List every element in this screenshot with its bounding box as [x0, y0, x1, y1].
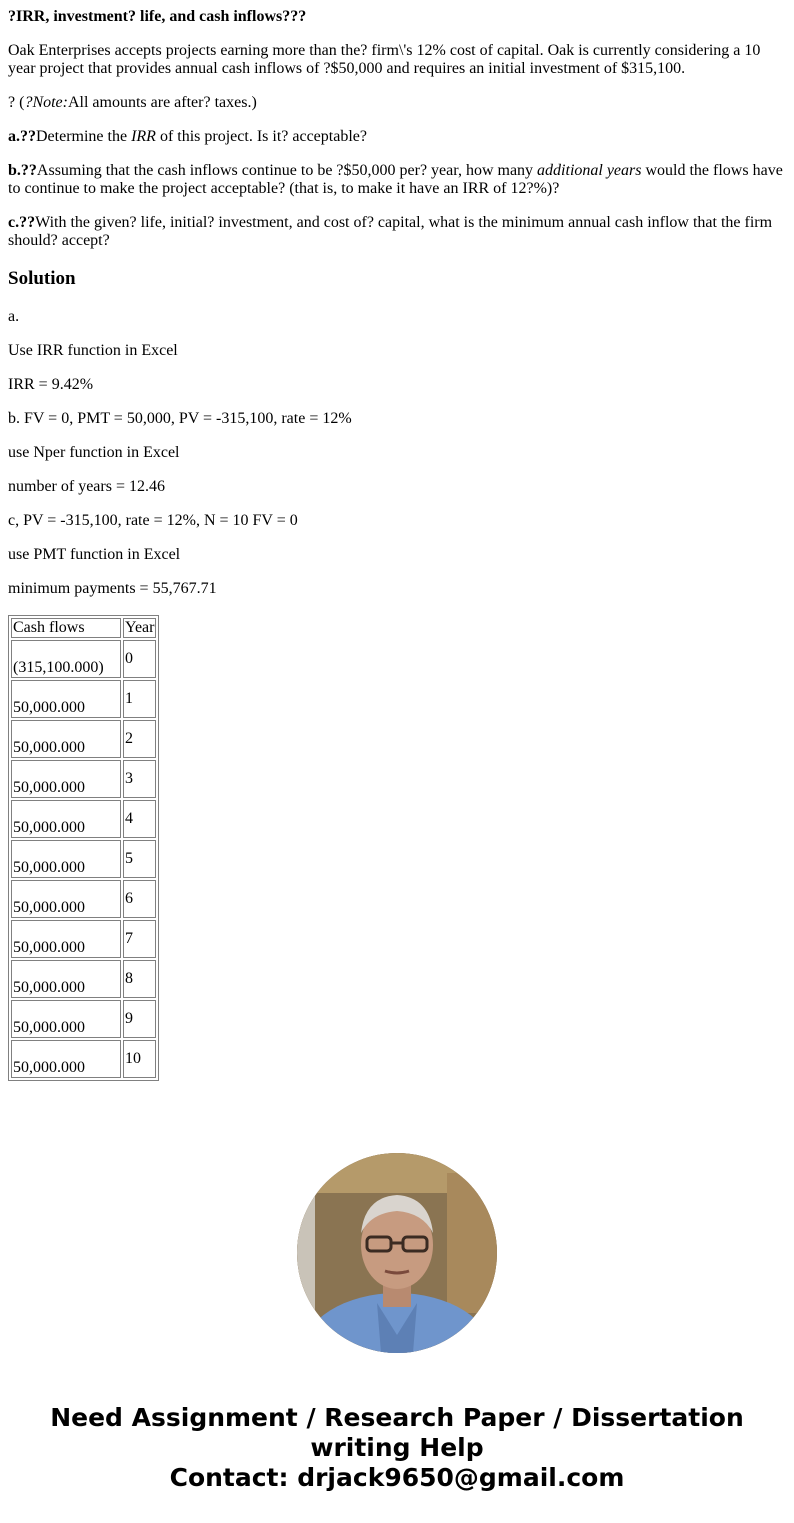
- footer-line-2: writing Help: [310, 1433, 484, 1462]
- cash-flow-table: [8, 615, 159, 1081]
- year-cell: 9: [123, 1000, 156, 1038]
- year-cell: 5: [123, 840, 156, 878]
- question-block: [8, 8, 788, 266]
- table-row: [11, 1040, 156, 1078]
- part-a-label: a.??: [8, 128, 36, 145]
- part-a-irr: IRR: [131, 128, 156, 145]
- table-row: [11, 880, 156, 918]
- year-cell: 6: [123, 880, 156, 918]
- year-cell: 8: [123, 960, 156, 998]
- year-cell: 0: [123, 640, 156, 678]
- part-b-emphasis: additional years: [537, 162, 642, 179]
- solution-heading: Solution: [8, 268, 76, 289]
- solution-line: b. FV = 0, PMT = 50,000, PV = -315,100, rate = 12%: [8, 410, 352, 427]
- solution-line: a.: [8, 308, 20, 325]
- part-b-text-2: would the flows have to continue to make the project acceptable? (that is, to make it have an IRR of 12?%)?: [8, 162, 783, 197]
- part-b-label: b.??: [8, 162, 37, 179]
- table-row: [11, 760, 156, 798]
- footer-line-3: Contact: drjack9650@gmail.com: [169, 1463, 625, 1492]
- solution-line: IRR = 9.42%: [8, 376, 94, 393]
- note-label: ?Note:: [24, 94, 68, 111]
- table-row: [11, 680, 156, 718]
- solution-line: c, PV = -315,100, rate = 12%, N = 10 FV = 0: [8, 512, 298, 529]
- year-cell: 3: [123, 760, 156, 798]
- question-title: ?IRR, investment? life, and cash inflows???: [8, 8, 307, 25]
- note-text: All amounts are after? taxes.): [67, 94, 257, 111]
- solution-line: minimum payments = 55,767.71: [8, 580, 217, 597]
- part-c-text: With the given? life, initial? investment, and cost of? capital, what is the minimum annual cash inflow that the firm should? accept?: [8, 214, 773, 249]
- note-prefix: ? (: [8, 94, 25, 111]
- cash-flow-cell: 50,000.000: [11, 920, 121, 958]
- question-note: [8, 94, 788, 112]
- table-row: [11, 960, 156, 998]
- question-part-c: [8, 214, 788, 250]
- question-part-b: [8, 162, 788, 198]
- cash-flow-cell: 50,000.000: [11, 720, 121, 758]
- cash-flow-cell: (315,100.000): [11, 640, 121, 678]
- year-cell: 2: [123, 720, 156, 758]
- cash-flow-cell: 50,000.000: [11, 840, 121, 878]
- cash-flow-cell: 50,000.000: [11, 1040, 121, 1078]
- author-avatar: [297, 1153, 497, 1353]
- cash-flow-cell: 50,000.000: [11, 760, 121, 798]
- solution-line: use PMT function in Excel: [8, 546, 181, 563]
- part-a-text-1: Determine the: [36, 128, 132, 145]
- footer-line-1: Need Assignment / Research Paper / Dissertation: [50, 1403, 744, 1432]
- cash-flow-cell: 50,000.000: [11, 680, 121, 718]
- table-row: [11, 800, 156, 838]
- solution-line: Use IRR function in Excel: [8, 342, 178, 359]
- contact-footer: [0, 1403, 794, 1493]
- question-intro: Oak Enterprises accepts projects earning more than the? firm\'s 12% cost of capital. Oak is currently considering a 10 year project that provides annual cash inflows of ?$50,000 and requires an initial investment of $315,100.: [8, 42, 761, 77]
- table-row: [11, 640, 156, 678]
- cash-flow-cell: 50,000.000: [11, 960, 121, 998]
- solution-line: number of years = 12.46: [8, 478, 165, 495]
- solution-lines: [8, 308, 352, 614]
- table-row: [11, 920, 156, 958]
- part-c-label: c.??: [8, 214, 36, 231]
- table-header-cash-flows: Cash flows: [11, 618, 121, 638]
- year-cell: 7: [123, 920, 156, 958]
- solution-line: use Nper function in Excel: [8, 444, 180, 461]
- part-a-text-2: of this project. Is it? acceptable?: [155, 128, 367, 145]
- table-header-year: Year: [125, 619, 155, 636]
- part-b-text-1: Assuming that the cash inflows continue to be ?$50,000 per? year, how many: [36, 162, 538, 179]
- year-cell: 4: [123, 800, 156, 838]
- year-cell: 10: [123, 1040, 156, 1078]
- table-row: [11, 840, 156, 878]
- question-part-a: [8, 128, 788, 146]
- cash-flow-cell: 50,000.000: [11, 800, 121, 838]
- year-cell: 1: [123, 680, 156, 718]
- table-header-row: [11, 618, 156, 638]
- cash-flow-cell: 50,000.000: [11, 880, 121, 918]
- table-row: [11, 720, 156, 758]
- table-row: [11, 1000, 156, 1038]
- author-photo: [297, 1153, 497, 1353]
- cash-flow-cell: 50,000.000: [11, 1000, 121, 1038]
